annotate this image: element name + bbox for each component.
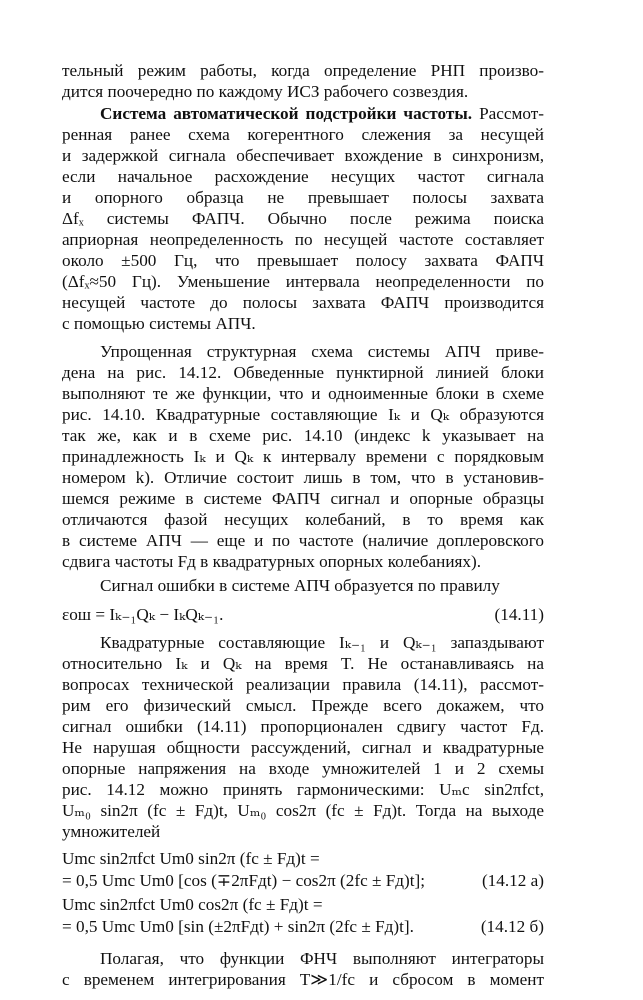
- section-heading: Система автоматической подстройки частоты.: [100, 104, 473, 123]
- text-line: сдвига частоты Fд в квадратурных опорных колебаниях).: [62, 552, 482, 571]
- text-line: отличаются фазой несущих колебаний, в то время как: [62, 510, 544, 529]
- text-line: рис. 14.10. Квадратурные составляющие Iₖ и Qₖ образуются: [62, 405, 544, 424]
- equation-14-12a-line2: [62, 870, 544, 892]
- text-line: номером k). Отличие состоит лишь в том, что в установив-: [62, 468, 544, 487]
- text-line: относительно Iₖ и Qₖ на время T. Не останавливаясь на: [62, 654, 544, 673]
- equation-14-12b-line2: [62, 916, 544, 938]
- equation-14-12b-line1: [62, 894, 544, 916]
- equation-formula: εош = Iₖ₋₁Qₖ − IₖQₖ₋₁.: [62, 605, 224, 624]
- equation-number: (14.11): [494, 605, 544, 624]
- equation-number: (14.12 б): [480, 917, 544, 936]
- equation-number: (14.12 а): [481, 871, 544, 890]
- text-line: с временем интегрирования T≫1/fс и сбросом в момент: [62, 970, 544, 989]
- text-line: Δfₓ системы ФАПЧ. Обычно после режима поиска: [62, 209, 544, 228]
- text-line: выполняют те же функции, что и одноименные блоки в схеме: [62, 384, 544, 403]
- text-line: несущей частоте до полосы захвата ФАПЧ производится: [62, 293, 544, 312]
- text-line: Упрощенная структурная схема системы АПЧ приве-: [100, 342, 544, 361]
- equation-14-12a-line1: [62, 848, 544, 870]
- text-line: Квадратурные составляющие Iₖ₋₁ и Qₖ₋₁ запаздывают: [100, 633, 544, 652]
- text-line: вопросах технической реализации правила (14.11), рассмот-: [62, 675, 544, 694]
- equation-formula: = 0,5 Umc Um0 [sin (±2πFдt) + sin2π (2fc ± Fд)t].: [62, 917, 414, 936]
- text-line: Uₘ₀ sin2π (fс ± Fд)t, Uₘ₀ cos2π (fс ± Fд)t. Тогда на выходе: [62, 801, 544, 820]
- text-line: умножителей: [62, 822, 161, 841]
- text-line: и задержкой сигнала обеспечивает вхождение в синхронизм,: [62, 146, 544, 165]
- text-line: сигнал ошибки (14.11) пропорционален сдвигу частот Fд.: [62, 717, 544, 736]
- text-line: априорная неопределенность по несущей частоте составляет: [62, 230, 544, 249]
- text-line: в системе АПЧ — еще и по частоте (наличие доплеровского: [62, 531, 544, 550]
- text-line: рим его физический смысл. Прежде всего докажем, что: [62, 696, 544, 715]
- text-line: с помощью системы АПЧ.: [62, 314, 256, 333]
- paragraph-line: [100, 103, 544, 124]
- text-line: и опорного образца не превышает полосы захвата: [62, 188, 544, 207]
- text-line: принадлежность Iₖ и Qₖ к интервалу времени с порядковым: [62, 447, 544, 466]
- text-line: если начальное расхождение несущих частот сигнала: [62, 167, 544, 186]
- equation-formula: Umc sin2πfct Um0 sin2π (fc ± Fд)t =: [62, 849, 320, 868]
- equation-14-11: [62, 604, 544, 626]
- text-line: рис. 14.12 можно принять гармоническими: Uₘc sin2πfсt,: [62, 780, 544, 799]
- text-line: ренная ранее схема когерентного слежения за несущей: [62, 125, 544, 144]
- text-line: Сигнал ошибки в системе АПЧ образуется по правилу: [100, 576, 500, 595]
- text-line: опорные напряжения на входе умножителей 1 и 2 схемы: [62, 759, 544, 778]
- equation-formula: Umc sin2πfct Um0 cos2π (fc ± Fд)t =: [62, 895, 323, 914]
- text-line: дена на рис. 14.12. Обведенные пунктирной линией блоки: [62, 363, 544, 382]
- equation-formula: = 0,5 Umc Um0 [cos (∓2πFдt) − cos2π (2fc ± Fд)t];: [62, 871, 426, 890]
- text-fragment: Рассмот-: [479, 104, 545, 123]
- text-line: так же, как и в схеме рис. 14.10 (индекс k указывает на: [62, 426, 544, 445]
- text-line: дится поочередно по каждому ИСЗ рабочего созвездия.: [62, 82, 469, 101]
- text-line: шемся режиме в системе ФАПЧ сигнал и опорные образцы: [62, 489, 544, 508]
- text-line: около ±500 Гц, что превышает полосу захвата ФАПЧ: [62, 251, 544, 270]
- text-line: тельный режим работы, когда определение РНП произво-: [62, 61, 544, 80]
- text-line: Не нарушая общности рассуждений, сигнал и квадратурные: [62, 738, 544, 757]
- text-line: (Δfₓ≈50 Гц). Уменьшение интервала неопределенности по: [62, 272, 544, 291]
- text-line: Полагая, что функции ФНЧ выполняют интеграторы: [100, 949, 544, 968]
